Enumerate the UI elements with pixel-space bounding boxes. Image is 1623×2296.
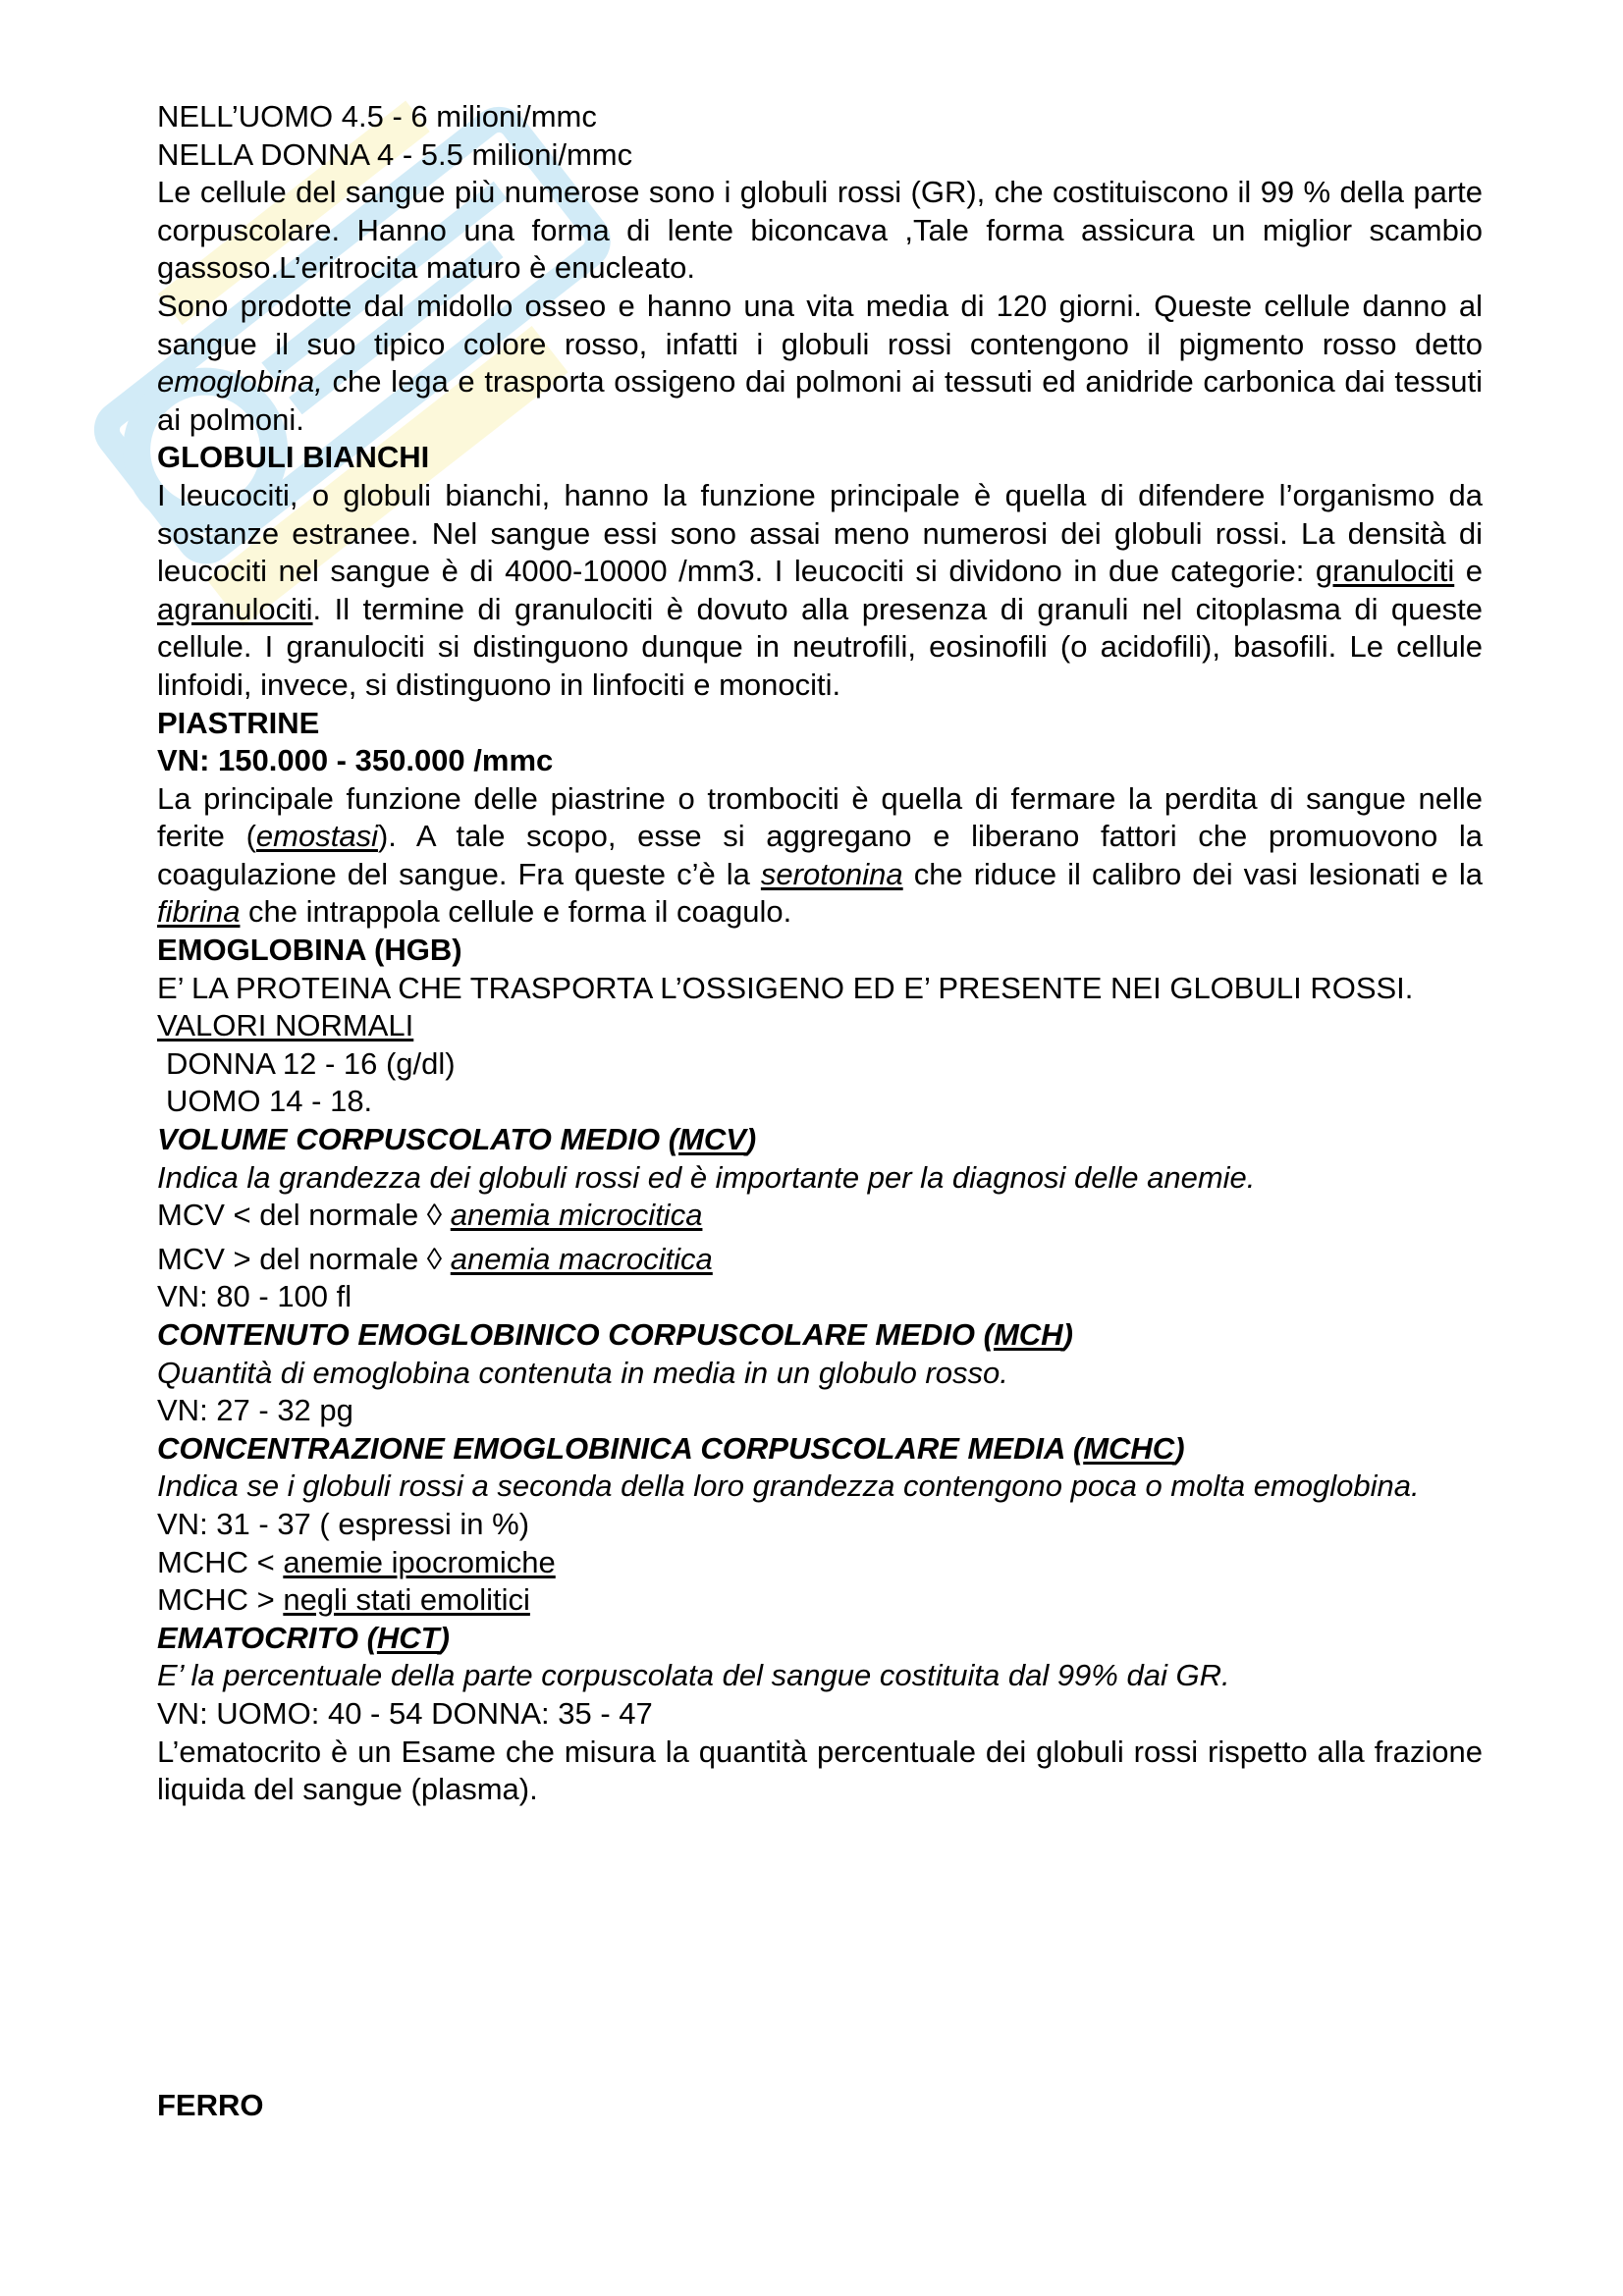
gb-heading: GLOBULI BIANCHI <box>157 440 430 475</box>
mcv-heading-close: ) <box>745 1122 757 1157</box>
gb-paragraph <box>157 477 1483 705</box>
mch-description: Quantità di emoglobina contenuta in media in un globulo rosso. <box>157 1355 1008 1390</box>
hct-abbr: HCT <box>376 1620 440 1655</box>
gb-agranulociti: agranulociti <box>157 591 313 626</box>
gb-granulociti: granulociti <box>1315 554 1455 589</box>
mcv-high <box>157 1241 1483 1279</box>
hgb-vn-label: VALORI NORMALI <box>157 1008 414 1043</box>
ferro-heading: FERRO <box>157 2088 264 2122</box>
gr-paragraph-1: Le cellule del sangue più numerose sono i globuli rossi (GR), che costituiscono il 99 % della parte corpuscolare. Hanno una forma di lente biconcava ,Tale forma assicura un miglior scambio gassoso.L’eritrocita maturo è enucleato. <box>157 175 1483 286</box>
mcv-low-text: MCV < del normale ◊ <box>157 1198 451 1233</box>
mchc-low-link: anemie ipocromiche <box>283 1544 556 1579</box>
mchc-description: Indica se i globuli rossi a seconda della loro grandezza contengono poca o molta emoglobina. <box>157 1468 1420 1504</box>
mch-heading-text: CONTENUTO EMOGLOBINICO CORPUSCOLARE MEDIO ( <box>157 1317 994 1352</box>
pias-text-d: che intrappola cellule e forma il coagulo. <box>240 894 792 930</box>
hgb-uomo: UOMO 14 - 18. <box>166 1084 373 1119</box>
gr-value-uomo: NELL’UOMO 4.5 - 6 milioni/mmc <box>157 99 597 133</box>
mchc-heading-close: ) <box>1174 1430 1185 1466</box>
gb-and: e <box>1454 554 1483 589</box>
mchc-vn: VN: 31 - 37 ( espressi in %) <box>157 1506 530 1541</box>
piastrine-heading: PIASTRINE <box>157 705 320 740</box>
gr-p2-text-a: Sono prodotte dal midollo osseo e hanno una vita media di 120 giorni. Queste cellule danno al sangue il suo tipico colore rosso, infatti i globuli rossi contengono il pigmento rosso detto <box>157 288 1483 361</box>
pias-text-c: che riduce il calibro dei vasi lesionati e la <box>902 856 1483 891</box>
mch-abbr: MCH <box>993 1317 1063 1352</box>
gr-paragraph-2 <box>157 288 1483 439</box>
hgb-donna: DONNA 12 - 16 (g/dl) <box>166 1045 456 1081</box>
mchc-high-text: MCHC > <box>157 1582 284 1618</box>
mcv-vn: VN: 80 - 100 fl <box>157 1279 352 1314</box>
gr-value-donna: NELLA DONNA 4 - 5.5 milioni/mmc <box>157 136 633 172</box>
mchc-heading <box>157 1430 1483 1468</box>
piastrine-paragraph <box>157 780 1483 932</box>
mchc-high-link: negli stati emolitici <box>283 1582 530 1618</box>
mch-vn: VN: 27 - 32 pg <box>157 1393 353 1428</box>
pias-emostasi: emostasi <box>255 819 378 854</box>
gb-text-b: . Il termine di granulociti è dovuto alla presenza di granuli nel citoplasma di queste cellule. I granulociti si distinguono dunque in neutrofili, eosinofili (o acidofili), basofili. Le cellule linfoidi, invece, si distinguono in linfociti e monociti. <box>157 591 1483 702</box>
mchc-low <box>157 1544 1483 1582</box>
hct-heading <box>157 1620 1483 1658</box>
mchc-high <box>157 1581 1483 1620</box>
mcv-heading-text: VOLUME CORPUSCOLATO MEDIO ( <box>157 1122 679 1157</box>
mch-heading-close: ) <box>1062 1317 1073 1352</box>
mchc-abbr: MCHC <box>1083 1430 1175 1466</box>
mcv-high-link: anemia macrocitica <box>450 1241 713 1276</box>
hct-description: E’ la percentuale della parte corpuscolata del sangue costituita dal 99% dai GR. <box>157 1658 1230 1693</box>
pias-serotonina: serotonina <box>760 856 903 891</box>
mchc-heading-text: CONCENTRAZIONE EMOGLOBINICA CORPUSCOLARE MEDIA ( <box>157 1430 1084 1466</box>
pias-fibrina: fibrina <box>157 894 241 930</box>
pias-text-a: La principale funzione delle piastrine o trombociti è quella di fermare la perdita di sangue nelle ferite ( <box>157 780 1483 854</box>
document-body <box>157 98 1483 1809</box>
mcv-low-link: anemia microcitica <box>450 1198 703 1233</box>
gr-p2-text-b: che lega e trasporta ossigeno dai polmoni ai tessuti ed anidride carbonica dai tessuti ai polmoni. <box>157 364 1483 437</box>
pias-text-b: ). A tale scopo, esse si aggregano e liberano fattori che promuovono la coagulazione del sangue. Fra queste c’è la <box>157 819 1483 891</box>
mcv-description: Indica la grandezza dei globuli rossi ed è importante per la diagnosi delle anemie. <box>157 1159 1256 1195</box>
hct-heading-close: ) <box>439 1620 450 1655</box>
hct-paragraph: L’ematocrito è un Esame che misura la quantità percentuale dei globuli rossi rispetto alla frazione liquida del sangue (plasma). <box>157 1734 1483 1807</box>
gr-p2-emoglobina: emoglobina, <box>157 364 323 400</box>
mchc-low-text: MCHC < <box>157 1544 284 1579</box>
mch-heading <box>157 1316 1483 1355</box>
mcv-heading <box>157 1121 1483 1159</box>
mcv-low <box>157 1197 1483 1235</box>
mcv-abbr: MCV <box>678 1122 746 1157</box>
piastrine-vn: VN: 150.000 - 350.000 /mmc <box>157 743 554 778</box>
mcv-high-text: MCV > del normale ◊ <box>157 1241 451 1276</box>
hct-vn: VN: UOMO: 40 - 54 DONNA: 35 - 47 <box>157 1695 653 1731</box>
gb-text-a: I leucociti, o globuli bianchi, hanno la funzione principale è quella di difendere l’organismo da sostanze estranee. Nel sangue essi sono assai meno numerosi dei globuli rossi. La densità di leucociti nel sangue è di 4000-10000 /mm3. I leucociti si dividono in due categorie: <box>157 477 1483 589</box>
hct-heading-text: EMATOCRITO ( <box>157 1620 377 1655</box>
hgb-description: E’ LA PROTEINA CHE TRASPORTA L’OSSIGENO ED E’ PRESENTE NEI GLOBULI ROSSI. <box>157 970 1414 1005</box>
hgb-heading: EMOGLOBINA (HGB) <box>157 933 462 968</box>
